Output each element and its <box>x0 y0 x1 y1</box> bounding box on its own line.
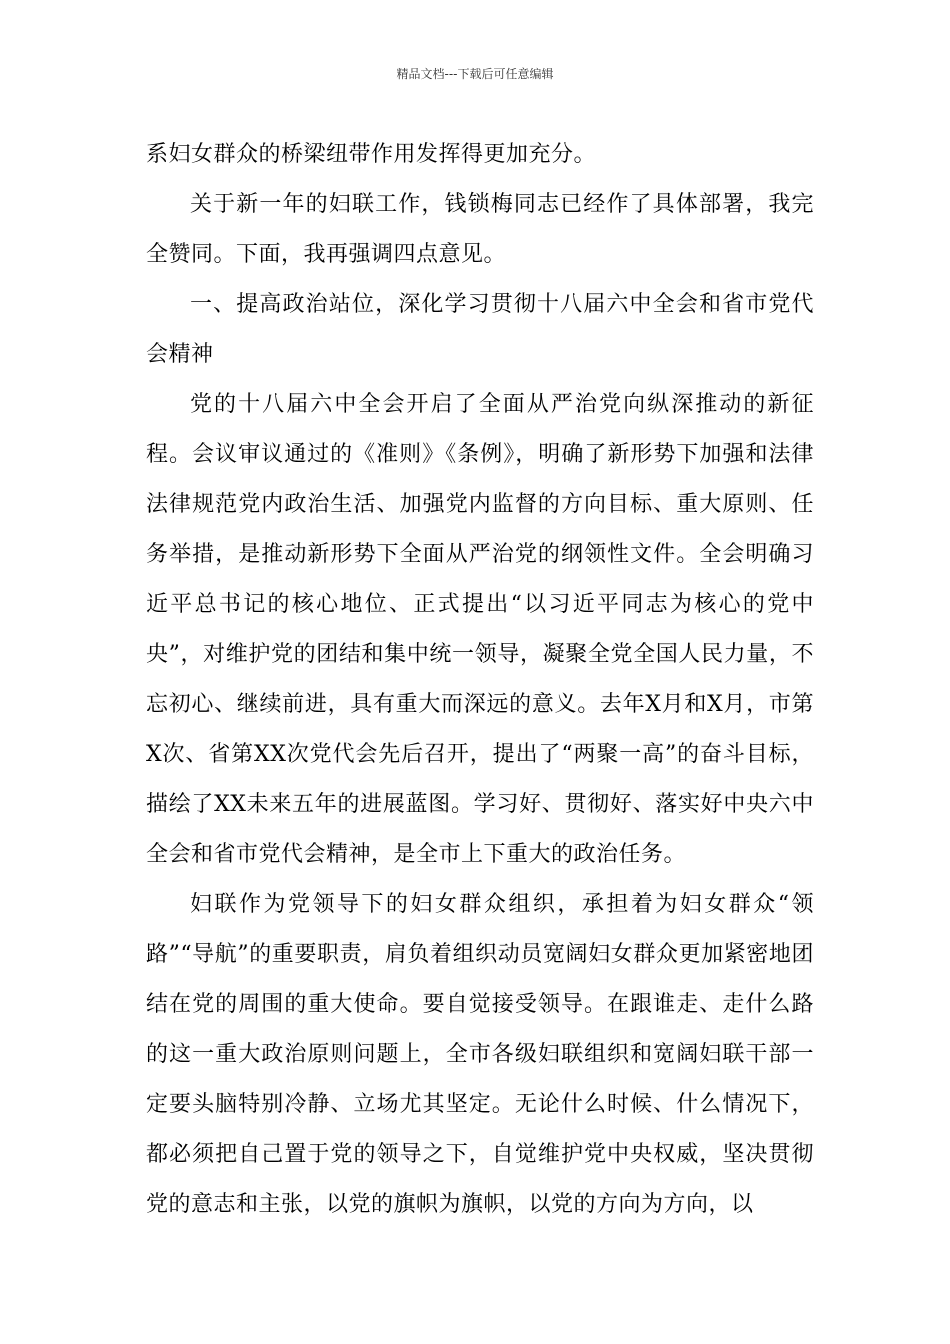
page-header: 精品文档---下载后可任意编辑 <box>396 67 554 81</box>
paragraph-womens-federation: 妇联作为党领导下的妇女群众组织，承担着为妇女群众“领路”“导航”的重要职责，肩负着组织动员宽阔妇女群众更加紧密地团结在党的周围的重大使命。要自觉接受领导。在跟谁走、走什么路的这一重大政治原则问题上，全市各级妇联组织和宽阔妇联干部一定要头脑特别冷静、立场尤其坚定。无论什么时候、什么情况下，都必须把自己置于党的领导之下，自觉维护党中央权威，坚决贯彻党的意志和主张，以党的旗帜为旗帜，以党的方向为方向，以 <box>146 892 814 1217</box>
section-heading: 一、提高政治站位，深化学习贯彻十八届六中全会和省市党代会精神 <box>146 292 814 367</box>
document-body <box>146 130 814 1230</box>
paragraph-plenum: 党的十八届六中全会开启了全面从严治党向纵深推动的新征程。会议审议通过的《准则》《条例》，明确了新形势下加强和法律法律规范党内政治生活、加强党内监督的方向目标、重大原则、任务举措，是推动新形势下全面从严治党的纲领性文件。全会明确习近平总书记的核心地位、正式提出“以习近平同志为核心的党中央”，对维护党的团结和集中统一领导，凝聚全党全国人民力量，不忘初心、继续前进，具有重大而深远的意义。去年X月和X月，市第X次、省第XX次党代会先后召开，提出了“两聚一高”的奋斗目标，描绘了XX未来五年的进展蓝图。学习好、贯彻好、落实好中央六中全会和省市党代会精神，是全市上下重大的政治任务。 <box>146 392 814 867</box>
paragraph-intro: 关于新一年的妇联工作，钱锁梅同志已经作了具体部署，我完全赞同。下面，我再强调四点意见。 <box>146 192 814 267</box>
paragraph-continuation: 系妇女群众的桥梁纽带作用发挥得更加充分。 <box>146 142 597 167</box>
